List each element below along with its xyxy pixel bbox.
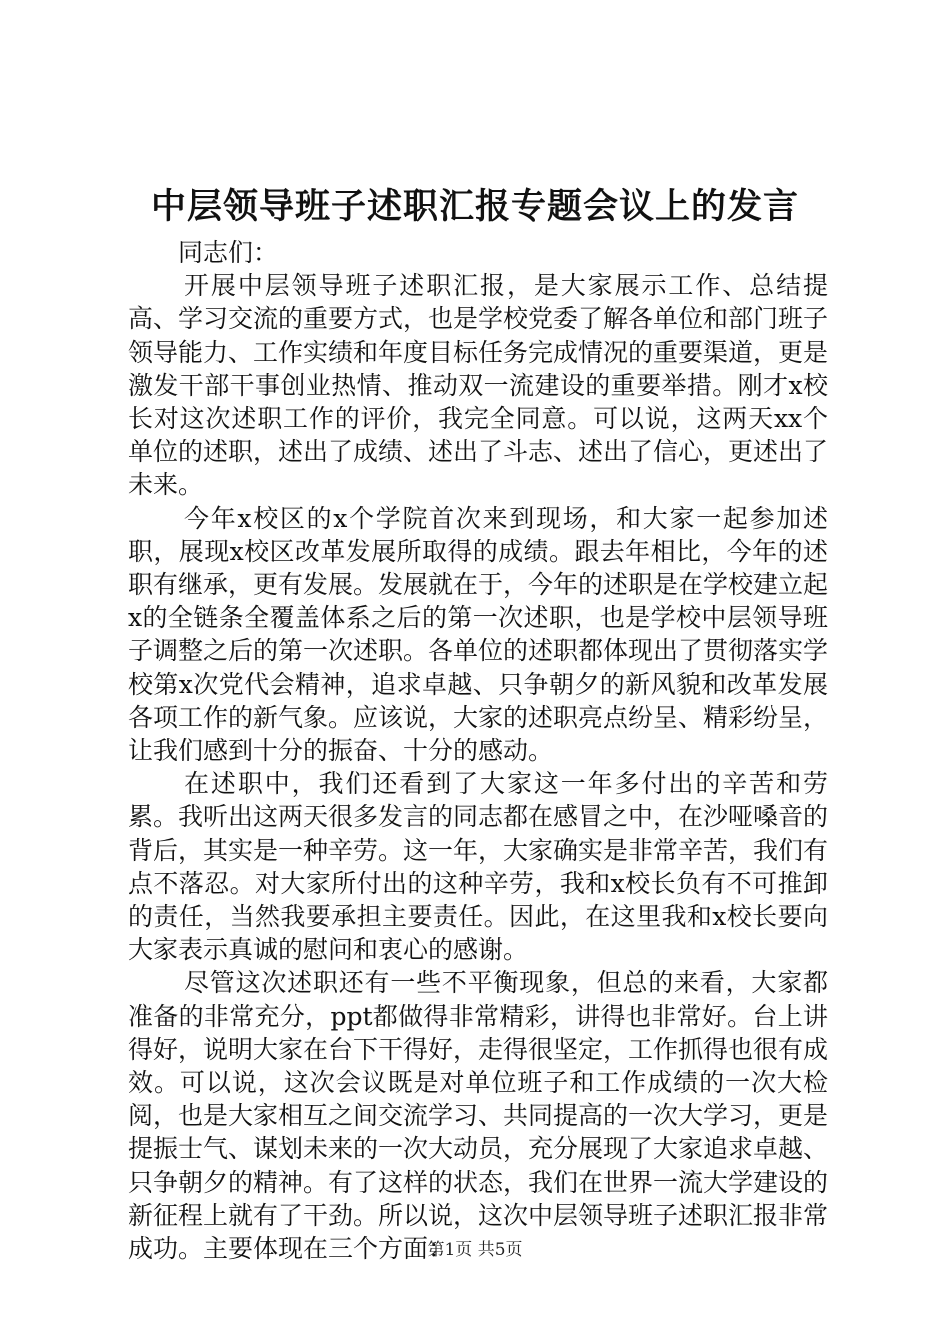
paragraph: 今年x校区的x个学院首次来到现场，和大家一起参加述职，展现x校区改革发展所取得的成绩。跟去年相比，今年的述职有继承，更有发展。发展就在于，今年的述职是在学校建立起x的全链条全覆盖体系之后的第一次述职，也是学校中层领导班子调整之后的第一次述职。各单位的述职都体现出了贯彻落实学校第x次党代会精神，追求卓越、只争朝夕的新风貌和改革发展各项工作的新气象。应该说，大家的述职亮点纷呈、精彩纷呈，让我们感到十分的振奋、十分的感动。: [128, 503, 829, 766]
page-footer: 第1页 共5页: [427, 1240, 523, 1260]
salutation: 同志们：: [178, 238, 279, 267]
paragraph: 开展中层领导班子述职汇报，是大家展示工作、总结提高、学习交流的重要方式，也是学校党委了解各单位和部门班子领导能力、工作实绩和年度目标任务完成情况的重要渠道，更是激发干部干事创业热情、推动双一流建设的重要举措。刚才x校长对这次述职工作的评价，我完全同意。可以说，这两天xx个单位的述职，述出了成绩、述出了斗志、述出了信心，更述出了未来。: [128, 271, 829, 500]
page-title: 中层领导班子述职汇报专题会议上的发言: [150, 186, 799, 227]
paragraph: 在述职中，我们还看到了大家这一年多付出的辛苦和劳累。我听出这两天很多发言的同志都在感冒之中，在沙哑嗓音的背后，其实是一种辛劳。这一年，大家确实是非常辛苦，我们有点不落忍。对大家所付出的这种辛劳，我和x校长负有不可推卸的责任，当然我要承担主要责任。因此，在这里我和x校长要向大家表示真诚的慰问和衷心的感谢。: [128, 769, 829, 965]
paragraph: 尽管这次述职还有一些不平衡现象，但总的来看，大家都准备的非常充分，ppt都做得非常精彩，讲得也非常好。台上讲得好，说明大家在台下干得好，走得很坚定，工作抓得也很有成效。可以说，这次会议既是对单位班子和工作成绩的一次大检阅，也是大家相互之间交流学习、共同提高的一次大学习，更是提振士气、谋划未来的一次大动员，充分展现了大家追求卓越、只争朝夕的精神。有了这样的状态，我们在世界一流大学建设的新征程上就有了干劲。所以说，这次中层领导班子述职汇报非常成功。主要体现在三个方面：: [128, 968, 829, 1264]
document-body: [128, 236, 828, 1265]
